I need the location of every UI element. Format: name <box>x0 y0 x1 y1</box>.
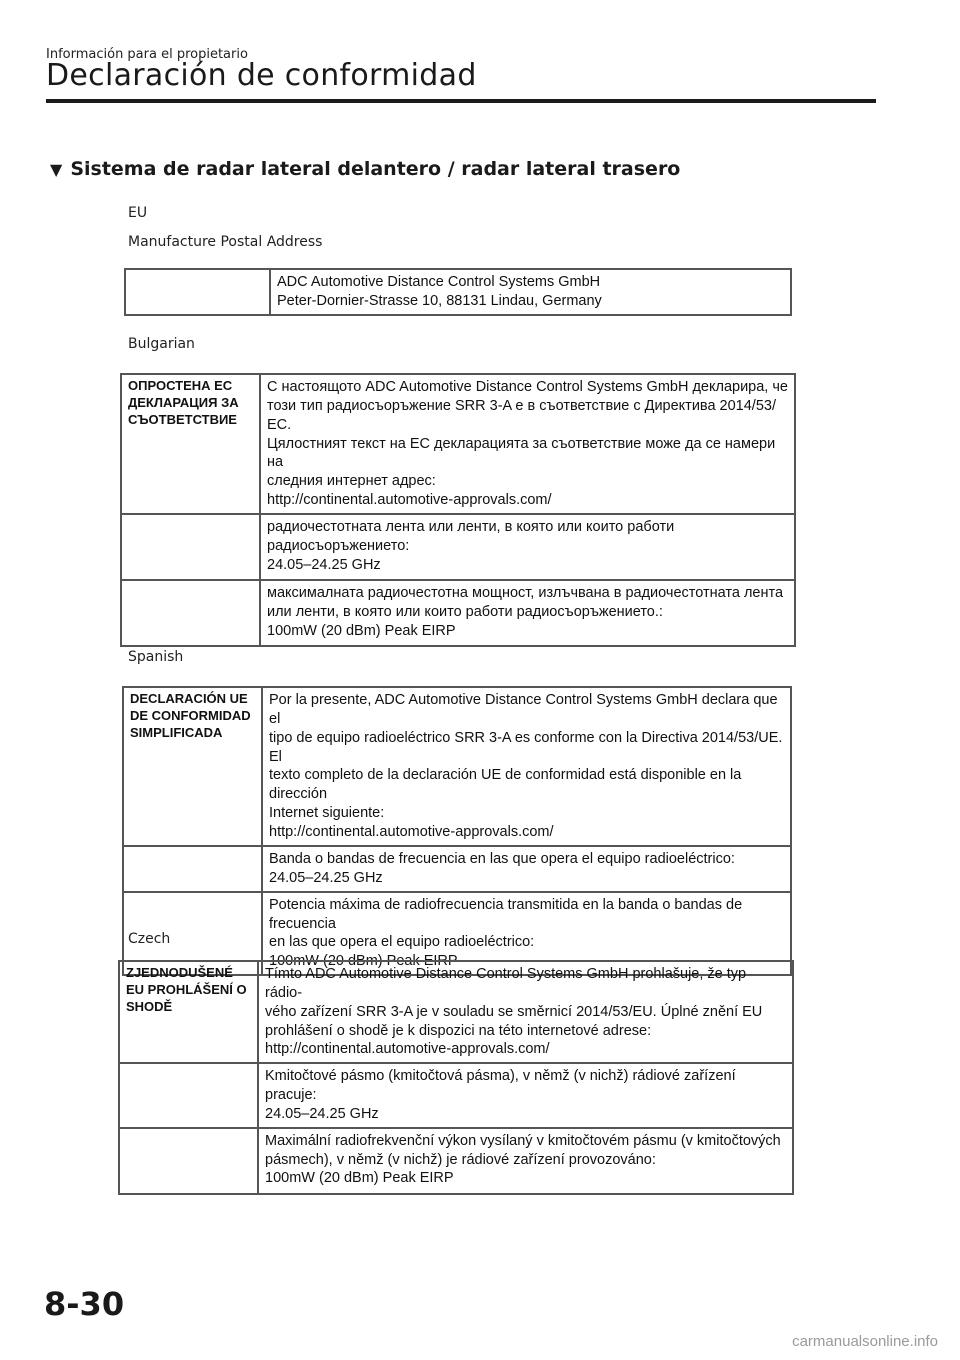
header-line: DE CONFORMIDAD <box>130 707 251 723</box>
cell-line: Banda o bandas de frecuencia en las que opera el equipo radioeléctrico: <box>269 850 735 867</box>
power-value: 100mW (20 dBm) Peak EIRP <box>267 622 456 639</box>
frequency-value: 24.05–24.25 GHz <box>267 556 381 573</box>
table-header-cell <box>119 961 258 1063</box>
table-cell <box>262 687 791 846</box>
table-header-cell <box>123 687 262 846</box>
cell-line: този тип радиосъоръжение SRR 3-A е в съответствие с Директива 2014/53/ЕС. <box>267 397 776 433</box>
table-cell-empty <box>125 269 270 315</box>
cell-line: С настоящото ADC Automotive Distance Control Systems GmbH декларира, че <box>267 379 788 395</box>
table-row <box>123 687 791 846</box>
eu-line: ADC Automotive Distance Control Systems GmbH <box>277 274 601 290</box>
spanish-table <box>122 686 792 976</box>
cell-line: Por la presente, ADC Automotive Distance Control Systems GmbH declara que el <box>269 692 778 727</box>
table-row <box>119 1128 793 1194</box>
eu-address-label: Manufacture Postal Address <box>128 234 323 250</box>
eu-line: Peter-Dornier-Strasse 10, 88131 Lindau, Germany <box>277 292 602 309</box>
header-line: DECLARACIÓN UE <box>130 691 248 706</box>
frequency-value: 24.05–24.25 GHz <box>269 869 383 886</box>
cell-line: texto completo de la declaración UE de conformidad está disponible en la dirección <box>269 767 742 803</box>
table-row <box>121 374 795 514</box>
header-line: СЪОТВЕТСТВИЕ <box>128 411 237 427</box>
table-cell <box>260 580 795 646</box>
cell-line: Цялостният текст на ЕС декларацията за съответствие може да се намери на <box>267 435 776 471</box>
url-text: http://continental.automotive-approvals.com/ <box>265 1041 550 1058</box>
header-line: ОПРОСТЕНА ЕС <box>128 378 233 393</box>
cell-line: Potencia máxima de radiofrecuencia transmitida en la banda o bandas de frecuencia <box>269 896 743 932</box>
bulgarian-table <box>120 373 796 647</box>
table-cell-empty <box>123 846 262 892</box>
cell-line: vého zařízení SRR 3-A je v souladu se směrnicí 2014/53/EU. Úplné znění EU <box>265 1003 763 1020</box>
table-row <box>119 1063 793 1128</box>
header-line: SIMPLIFICADA <box>130 724 223 740</box>
table-cell <box>258 961 793 1063</box>
page-number: 8-30 <box>44 1285 125 1323</box>
cell-line: en las que opera el equipo radioeléctrico: <box>269 934 535 951</box>
cell-line: pásmech), v němž (v nichž) je rádiové zařízení provozováno: <box>265 1151 656 1168</box>
cell-line: prohlášení o shodě je k dispozici na této internetové adrese: <box>265 1022 652 1039</box>
section-heading-text: Sistema de radar lateral delantero / radar lateral trasero <box>70 158 681 180</box>
cell-line: радиочестотната лента или ленти, в която или които работи <box>267 518 675 535</box>
url-text: http://continental.automotive-approvals.com/ <box>267 492 552 509</box>
table-cell-empty <box>119 1063 258 1128</box>
table-row <box>123 846 791 892</box>
cell-line: максималната радиочестотна мощност, излъчвана в радиочестотната лента <box>267 584 784 601</box>
cell-line: Maximální radiofrekvenční výkon vysílaný v kmitočtovém pásmu (v kmitočtových <box>265 1132 781 1149</box>
table-cell-empty <box>121 514 260 580</box>
table-row <box>125 269 791 315</box>
cell-line: или ленти, в която или които работи радиосъоръжението.: <box>267 603 663 620</box>
triangle-down-icon: ▼ <box>50 160 63 179</box>
header-subtitle: Información para el propietario <box>46 47 248 62</box>
table-cell <box>260 374 795 514</box>
eu-address-table <box>124 268 792 316</box>
watermark: carmanualsonline.info <box>792 1333 938 1350</box>
eu-label: EU <box>128 205 148 221</box>
table-header-cell <box>121 374 260 514</box>
url-text: http://continental.automotive-approvals.com/ <box>269 823 554 840</box>
power-value: 100mW (20 dBm) Peak EIRP <box>265 1170 454 1187</box>
table-cell <box>262 846 791 892</box>
cell-line: Internet siguiente: <box>269 805 385 822</box>
frequency-value: 24.05–24.25 GHz <box>265 1105 379 1122</box>
header-line: ZJEDNODUŠENÉ <box>126 965 233 980</box>
cell-line: tipo de equipo radioeléctrico SRR 3-A es conforme con la Directiva 2014/53/UE. El <box>269 729 783 765</box>
cell-line: Tímto ADC Automotive Distance Control Systems GmbH prohlašuje, že typ rádio- <box>265 966 747 1001</box>
czech-table <box>118 960 794 1195</box>
table-row <box>119 961 793 1063</box>
section-heading <box>50 158 680 180</box>
page-title: Declaración de conformidad <box>46 58 477 93</box>
spanish-label: Spanish <box>128 649 184 665</box>
table-cell <box>258 1128 793 1194</box>
table-row <box>121 580 795 646</box>
table-cell <box>258 1063 793 1128</box>
cell-line: Kmitočtové pásmo (kmitočtová pásma), v němž (v nichž) rádiové zařízení pracuje: <box>265 1068 736 1104</box>
header-line: SHODĚ <box>126 998 173 1014</box>
header-line: ДЕКЛАРАЦИЯ ЗА <box>128 394 239 410</box>
cell-line: следния интернет адрес: <box>267 473 436 490</box>
table-row <box>121 514 795 580</box>
cell-line: радиосъоръжението: <box>267 537 410 554</box>
header-divider <box>46 99 876 103</box>
table-cell-empty <box>121 580 260 646</box>
table-cell-empty <box>119 1128 258 1194</box>
table-cell <box>260 514 795 580</box>
czech-label: Czech <box>128 931 171 947</box>
bulgarian-label: Bulgarian <box>128 336 195 352</box>
header-line: EU PROHLÁŠENÍ O <box>126 981 247 997</box>
power-value: 100mW (20 dBm) Peak EIRP <box>269 953 458 970</box>
table-cell <box>270 269 791 315</box>
